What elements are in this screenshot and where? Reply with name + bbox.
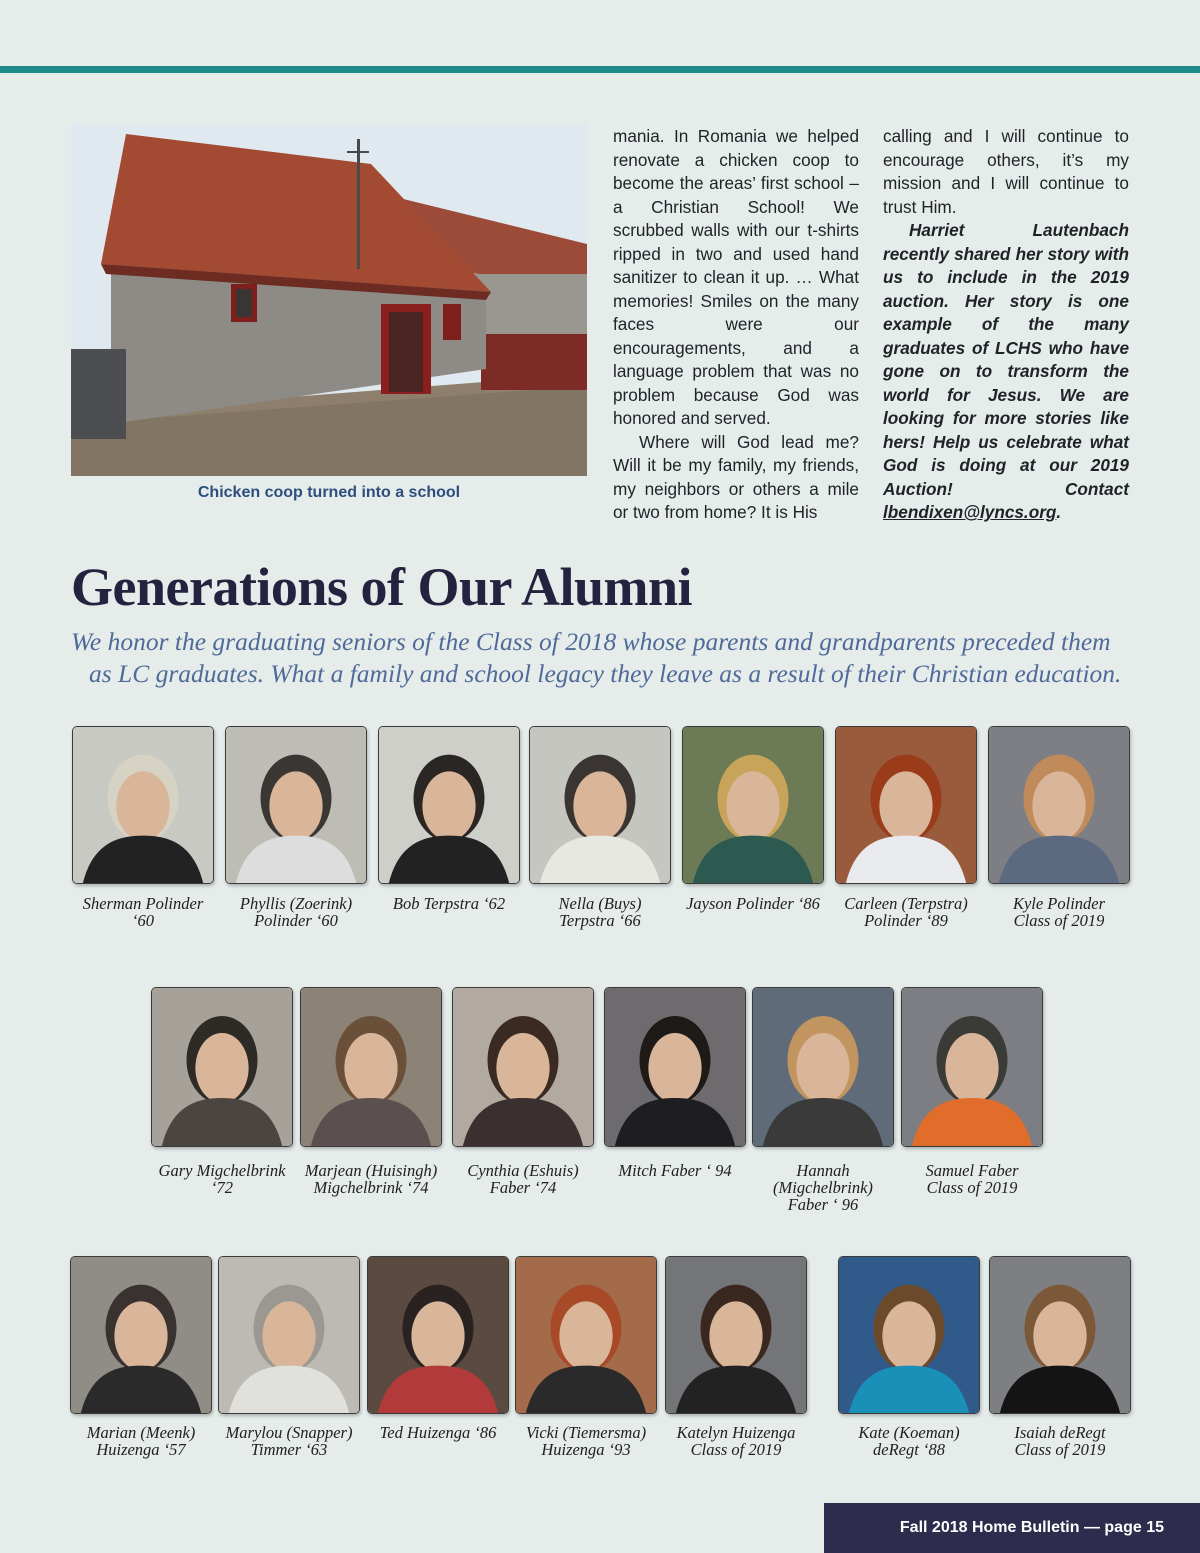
alumni-name-line: Huizenga ‘93 [541,1440,631,1459]
alumni-name [821,895,991,929]
alumni-portrait [529,726,671,884]
article-paragraph: Where will God lead me? Will it be my family, my friends, my neighbors or others a mile or two from home? It is His [613,431,859,522]
alumni-name-line: Mitch Faber ‘ 94 [618,1161,732,1180]
page-footer [824,1503,1200,1553]
alumni-name [286,1162,456,1196]
alumni-name-line: Kate (Koeman) [858,1423,960,1442]
alumni-name-line: Carleen (Terpstra) [844,894,968,913]
alumni-portrait [665,1256,807,1414]
alumni-name-line: Gary Migchelbrink [158,1161,286,1180]
alumni-portrait [835,726,977,884]
alumni-name-line: Class of 2019 [926,1178,1018,1197]
alumni-name-line: Marylou (Snapper) [225,1423,353,1442]
portrait-photo-icon [836,727,976,883]
alumni-name-line: Class of 2019 [690,1440,782,1459]
alumni-name-line: Class of 2019 [1013,911,1105,930]
portrait-photo-icon [71,1257,211,1413]
alumni-portrait [989,1256,1131,1414]
alumni-name [353,1424,523,1441]
portrait-photo-icon [753,988,893,1146]
intro-line: We honor the graduating seniors of the Class of 2018 whose parents and grandparents preceded them [71,627,1111,656]
alumni-portrait [901,987,1043,1147]
chicken-coop-school-icon [71,124,587,476]
portrait-photo-icon [989,727,1129,883]
alumni-name [137,1162,307,1196]
alumni-portrait [72,726,214,884]
alumni-name [438,1162,608,1196]
portrait-photo-icon [605,988,745,1146]
alumni-name-line: Ted Huizenga ‘86 [379,1423,497,1442]
alumni-name-line: Sherman Polinder [82,894,204,913]
alumni-name-line: (Migchelbrink) [773,1178,873,1197]
alumni-portrait [838,1256,980,1414]
alumni-portrait [452,987,594,1147]
alumni-name-line: Faber ‘ 96 [787,1195,859,1214]
alumni-portrait [682,726,824,884]
appeal-text: Harriet Lautenbach recently shared her story with us to include in the 2019 auction. Her story is one example of the many graduates of LCHS who have gone on to transform the world for Jesus. We are looking for more stories like hers! Help us celebrate what God is doing at our 2019 Auction! Contact [883,220,1129,499]
alumni-portrait [151,987,293,1147]
alumni-portrait [988,726,1130,884]
portrait-photo-icon [152,988,292,1146]
alumni-name-line: Marian (Meenk) [86,1423,196,1442]
alumni-name-line: ‘60 [132,911,154,930]
alumni-name-line: Timmer ‘63 [250,1440,328,1459]
alumni-name [364,895,534,912]
alumni-portrait [300,987,442,1147]
portrait-photo-icon [666,1257,806,1413]
alumni-portrait [604,987,746,1147]
alumni-name-line: Migchelbrink ‘74 [313,1178,429,1197]
alumni-portrait [70,1256,212,1414]
alumni-name-line: Cynthia (Eshuis) [467,1161,579,1180]
alumni-name [824,1424,994,1458]
alumni-name-line: Faber ‘74 [489,1178,557,1197]
alumni-name-line: deRegt ‘88 [873,1440,945,1459]
alumni-name-line: Marjean (Huisingh) [304,1161,438,1180]
alumni-name [56,1424,226,1458]
alumni-name-line: Samuel Faber [925,1161,1019,1180]
alumni-name-line: Phyllis (Zoerink) [239,894,353,913]
portrait-photo-icon [516,1257,656,1413]
alumni-name-line: Nella (Buys) [558,894,642,913]
alumni-name [651,1424,821,1458]
alumni-name-line: ‘72 [211,1178,233,1197]
portrait-photo-icon [990,1257,1130,1413]
alumni-name-line: Terpstra ‘66 [559,911,641,930]
alumni-name-line: Polinder ‘89 [864,911,948,930]
alumni-name [204,1424,374,1458]
contact-email-link[interactable]: lbendixen@lyncs.org [883,502,1057,522]
section-title: Generations of Our Alumni [71,557,693,617]
alumni-portrait [515,1256,657,1414]
alumni-name [590,1162,760,1179]
intro-line: as LC graduates. What a family and school legacy they leave as a result of their Christian education. [89,659,1122,688]
alumni-portrait [225,726,367,884]
alumni-name-line: Vicki (Tiemersma) [525,1423,647,1442]
article-paragraph: mania. In Romania we helped renovate a chicken coop to become the areas’ first school – a Christian School! We scrubbed walls with our t-shirts ripped in two and used hand sanitizer to clean it up. … What memories! Smiles on the many faces were our encouragements, and a language problem that was no problem because God was honored and served. [613,126,859,428]
article-paragraph: calling and I will continue to encourage others, it’s my mission and I will continue to trust Him. [883,126,1129,217]
alumni-name [738,1162,908,1213]
alumni-portrait [367,1256,509,1414]
top-accent-rule [0,66,1200,73]
alumni-name-line: Kyle Polinder [1012,894,1106,913]
alumni-name [668,895,838,912]
alumni-name [501,1424,671,1458]
portrait-photo-icon [530,727,670,883]
section-intro [71,626,1141,690]
alumni-portrait [752,987,894,1147]
alumni-name [58,895,228,929]
article-column-1 [613,125,859,525]
alumni-name-line: Jayson Polinder ‘86 [686,894,820,913]
portrait-photo-icon [301,988,441,1146]
alumni-portrait [218,1256,360,1414]
alumni-name-line: Katelyn Huizenga [676,1423,796,1442]
portrait-photo-icon [219,1257,359,1413]
alumni-name-line: Huizenga ‘57 [96,1440,186,1459]
alumni-name-line: Bob Terpstra ‘62 [392,894,506,913]
portrait-photo-icon [226,727,366,883]
auction-appeal [883,219,1129,525]
alumni-name-line: Isaiah deRegt [1014,1423,1106,1442]
alumni-name-line: Class of 2019 [1014,1440,1106,1459]
appeal-end: . [1056,502,1062,522]
portrait-photo-icon [73,727,213,883]
footer-label: Fall 2018 Home Bulletin — page 15 [899,1519,1164,1536]
alumni-name [515,895,685,929]
portrait-photo-icon [453,988,593,1146]
chicken-coop-photo [71,124,587,476]
portrait-photo-icon [683,727,823,883]
alumni-name [975,1424,1145,1458]
alumni-name [974,895,1144,929]
alumni-name [211,895,381,929]
portrait-photo-icon [368,1257,508,1413]
alumni-portrait [378,726,520,884]
portrait-photo-icon [379,727,519,883]
portrait-photo-icon [902,988,1042,1146]
article-column-2 [883,125,1129,525]
photo-caption: Chicken coop turned into a school [197,484,461,501]
alumni-name-line: Polinder ‘60 [254,911,338,930]
alumni-name [887,1162,1057,1196]
alumni-name-line: Hannah [796,1161,850,1180]
portrait-photo-icon [839,1257,979,1413]
